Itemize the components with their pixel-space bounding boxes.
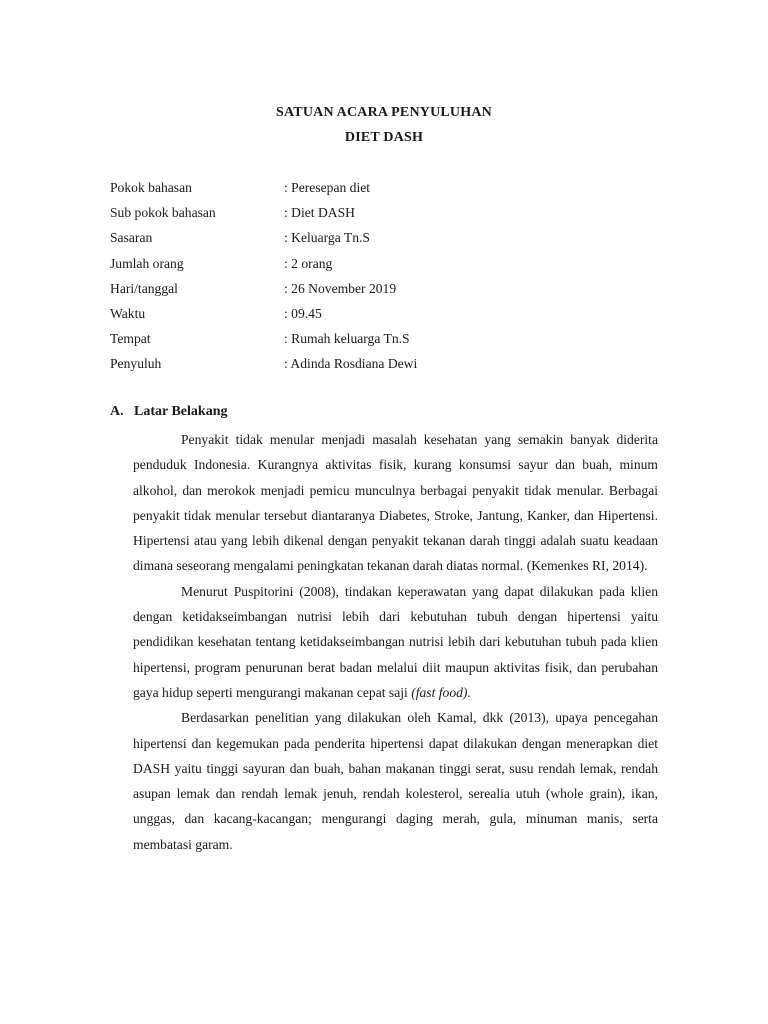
info-row [110, 279, 670, 304]
info-label: Waktu [110, 305, 146, 321]
info-value: : 2 orang [284, 255, 333, 271]
section-body [133, 427, 658, 857]
info-label: Hari/tanggal [110, 280, 178, 296]
info-label: Pokok bahasan [110, 180, 192, 195]
paragraph [133, 579, 658, 705]
section-letter: A. [110, 404, 124, 419]
section-heading [110, 404, 227, 420]
paragraph-italic: (fast food). [411, 684, 471, 700]
info-value: : 09.45 [284, 305, 322, 321]
info-row [110, 354, 670, 379]
paragraph-text: Menurut Puspitorini (2008), tindakan keperawatan yang dapat dilakukan pada klien dengan ketidakseimbangan nutrisi lebih dari kebutuhan tubuh dengan hipertensi yaitu pendidikan kesehatan tentang ketidakseimbangan nutrisi lebih dari kebutuhan tubuh pada klien hipertensi, program penurunan berat badan melalui diit maupun aktivitas fisik, dan perubahan gaya hidup seperti mengurangi makanan cepat saji [133, 583, 658, 700]
info-value: : Rumah keluarga Tn.S [284, 331, 410, 347]
document-title: SATUAN ACARA PENYULUHAN [276, 105, 492, 120]
info-label: Sasaran [110, 230, 153, 246]
info-row [110, 329, 670, 354]
section-title: Latar Belakang [134, 404, 228, 419]
info-value: : 26 November 2019 [284, 280, 397, 296]
info-label: Tempat [110, 331, 151, 347]
info-label: Jumlah orang [110, 255, 184, 271]
info-label: Penyuluh [110, 356, 162, 372]
info-label: Sub pokok bahasan [110, 205, 216, 221]
info-row [110, 254, 670, 279]
info-value: : Adinda Rosdiana Dewi [284, 356, 418, 372]
paragraph: Penyakit tidak menular menjadi masalah kesehatan yang semakin banyak diderita penduduk Indonesia. Kurangnya aktivitas fisik, kurang konsumsi sayur dan buah, minum alkohol, dan merokok menjadi pemicu munculnya berbagai penyakit tidak menular. Berbagai penyakit tidak menular tersebut diantaranya Diabetes, Stroke, Jantung, Kanker, dan Hipertensi. Hipertensi atau yang lebih dikenal dengan penyakit tekanan darah tinggi adalah suatu keadaan dimana seseorang mengalami peningkatan tekanan darah diatas normal. (Kemenkes RI, 2014). [133, 432, 658, 574]
info-table [110, 178, 670, 380]
info-row [110, 178, 670, 203]
info-row [110, 228, 670, 253]
info-value: : Diet DASH [284, 205, 355, 221]
paragraph: Berdasarkan penelitian yang dilakukan oleh Kamal, dkk (2013), upaya pencegahan hipertensi dan kegemukan pada penderita hipertensi dapat dilakukan dengan menerapkan diet DASH yaitu tinggi sayuran dan buah, bahan makanan tinggi serat, susu rendah lemak, rendah asupan lemak dan rendah lemak jenuh, rendah kolesterol, serealia utuh (whole grain), ikan, unggas, dan kacang-kacangan; mengurangi daging merah, gula, minuman manis, serta membatasi garam. [133, 710, 658, 852]
document-subtitle: DIET DASH [344, 130, 424, 145]
info-value: : Peresepan diet [284, 180, 371, 195]
info-value: : Keluarga Tn.S [284, 230, 370, 246]
info-row [110, 304, 670, 329]
info-row [110, 203, 670, 228]
